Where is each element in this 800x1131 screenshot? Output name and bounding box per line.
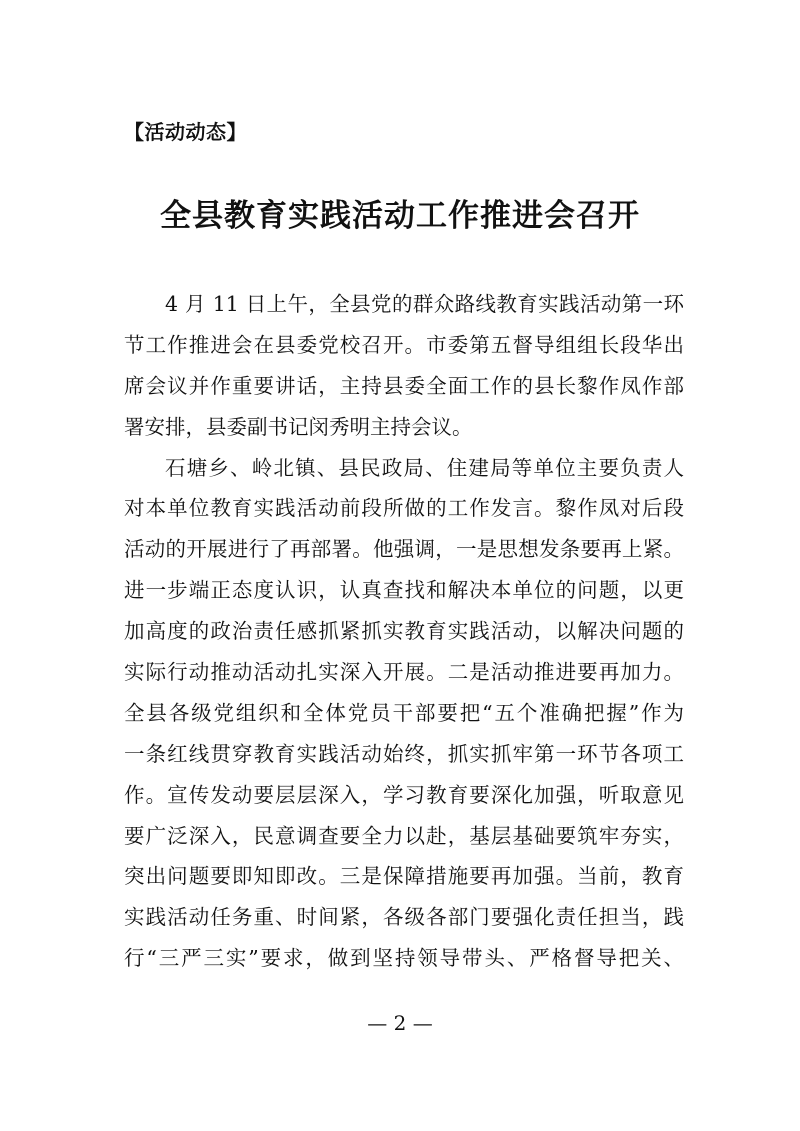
- paragraph-line: 对本单位教育实践活动前段所做的工作发言。黎作凤对后段: [124, 496, 684, 521]
- paragraph-line: 石塘乡、岭北镇、县民政局、住建局等单位主要负责人: [165, 455, 684, 480]
- paragraph-line: 突出问题要即知即改。三是保障措施要再加强。当前，教育: [124, 864, 684, 889]
- paragraph-line: 加高度的政治责任感抓紧抓实教育实践活动，以解决问题的: [124, 619, 684, 644]
- paragraph-line: 活动的开展进行了再部署。他强调，一是思想发条要再上紧。: [124, 537, 684, 562]
- article-body: [124, 284, 684, 979]
- paragraph-line: 作。宣传发动要层层深入，学习教育要深化加强，听取意见: [124, 782, 684, 807]
- paragraph-line: 一条红线贯穿教育实践活动始终，抓实抓牢第一环节各项工: [124, 741, 684, 766]
- paragraph-line: 要广泛深入，民意调查要全力以赴，基层基础要筑牢夯实，: [124, 823, 684, 848]
- paragraph-line: 实际行动推动活动扎实深入开展。二是活动推进要再加力。: [124, 660, 684, 685]
- paragraph-line: 署安排，县委副书记闵秀明主持会议。: [124, 414, 473, 439]
- section-tag: 【活动动态】: [124, 120, 247, 144]
- paragraph-line: 席会议并作重要讲话，主持县委全面工作的县长黎作凤作部: [124, 373, 684, 398]
- paragraph-line: 全县各级党组织和全体党员干部要把“五个准确把握”作为: [124, 700, 684, 725]
- paragraph-2: [124, 448, 684, 980]
- paragraph-line: 节工作推进会在县委党校召开。市委第五督导组组长段华出: [124, 332, 684, 357]
- paragraph-line: 4 月 11 日上午，全县党的群众路线教育实践活动第一环: [165, 292, 684, 316]
- paragraph-line: 行“三严三实”要求，做到坚持领导带头、严格督导把关、: [124, 946, 684, 971]
- page-number: — 2 —: [367, 1011, 433, 1035]
- paragraph-line: 实践活动任务重、时间紧，各级各部门要强化责任担当，践: [124, 905, 684, 930]
- paragraph-line: 进一步端正态度认识，认真查找和解决本单位的问题，以更: [124, 578, 684, 603]
- paragraph-1: [124, 284, 684, 448]
- article-title: 全县教育实践活动工作推进会召开: [160, 198, 640, 234]
